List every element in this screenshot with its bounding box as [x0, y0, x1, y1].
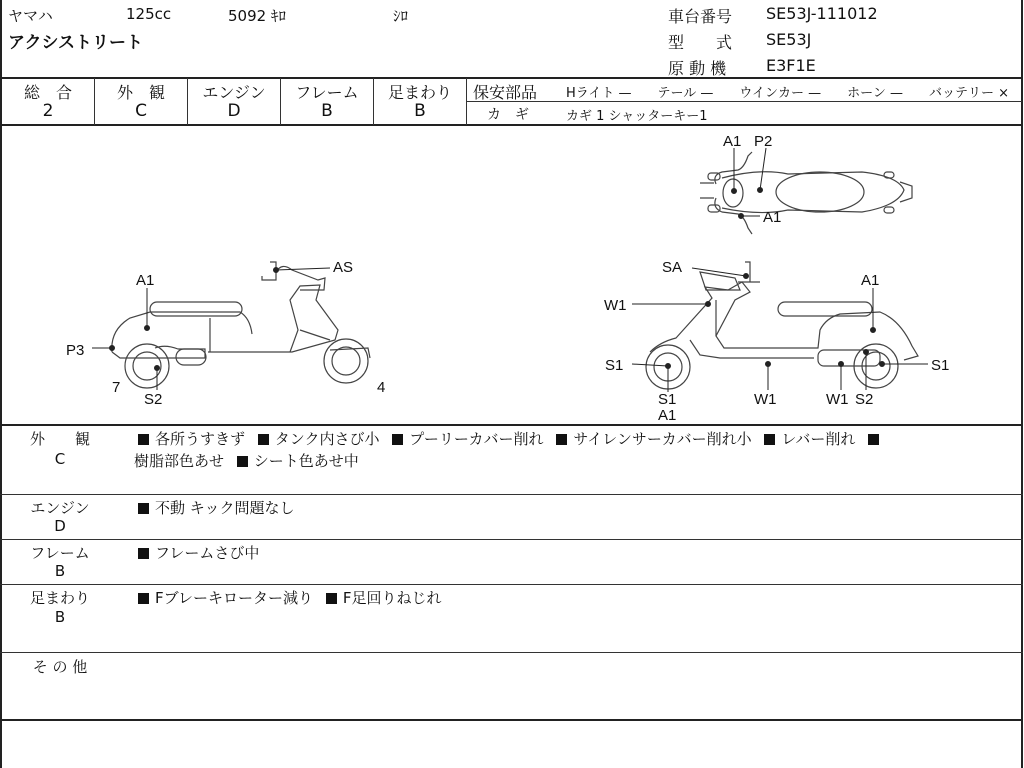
diagram-label: A1	[763, 209, 782, 226]
note-frame-label: フレーム	[30, 544, 90, 562]
note-suspension-grade: B	[54, 608, 66, 626]
exterior-grade-label: 外 観	[116, 83, 165, 102]
diagram-label: S1	[658, 391, 677, 408]
overall-label: 総 合	[23, 83, 72, 102]
note-engine-line	[138, 497, 302, 518]
note-frame-grade: B	[54, 562, 66, 580]
note-item: シート色あせ中	[253, 452, 359, 470]
note-suspension-line	[138, 587, 449, 608]
note-item: F足回りねじれ	[342, 589, 442, 607]
key-label: カ ギ	[487, 107, 529, 123]
diagram-label: S2	[855, 391, 874, 408]
note-item: 不動 キック問題なし	[155, 499, 295, 517]
diagram-label: 7	[112, 379, 121, 396]
chassis-value: SE53J-111012	[766, 4, 878, 23]
engine-grade-label: エンジン	[202, 83, 266, 102]
model-name: アクシストリート	[8, 33, 143, 53]
note-exterior-label: 外 観	[29, 430, 90, 448]
notes-top-line	[0, 424, 1023, 426]
notes-divider	[0, 494, 1023, 495]
diagram-label: A1	[136, 272, 155, 289]
safety-items: Hライト — テール — ウインカー — ホーン — バッテリー ×	[566, 86, 1010, 101]
damage-labels	[66, 133, 949, 424]
diagram-label: W1	[604, 297, 627, 314]
note-engine-label: エンジン	[30, 499, 90, 517]
diagram-label: A1	[861, 272, 880, 289]
note-item: レバー削れ	[781, 430, 856, 448]
note-exterior-grade: C	[54, 450, 66, 468]
note-item: 各所うすきず	[155, 430, 246, 448]
diagram-label: S1	[605, 357, 624, 374]
suspension-grade-label: 足まわり	[387, 83, 452, 102]
displacement: 125cc	[126, 5, 172, 23]
suspension-grade-value: B	[414, 101, 426, 121]
note-engine-grade: D	[54, 517, 66, 535]
color: ｼﾛ	[393, 7, 409, 25]
notes-divider	[0, 652, 1023, 653]
frame-grade-value: B	[321, 101, 333, 121]
chassis-label: 車台番号	[668, 7, 733, 26]
diagram-label: P3	[66, 342, 85, 359]
note-other-label: そ の 他	[32, 658, 88, 676]
type-value: SE53J	[766, 30, 812, 49]
engine-model-label: 原 動 機	[668, 59, 727, 78]
diagram-label: W1	[754, 391, 777, 408]
engine-model-value: E3F1E	[766, 56, 816, 75]
note-suspension-label: 足まわり	[29, 589, 90, 607]
note-frame-line	[138, 542, 267, 563]
frame-grade-label: フレーム	[295, 83, 359, 102]
note-item: Fブレーキローター減り	[155, 589, 314, 607]
exterior-grade-value: C	[135, 101, 147, 121]
diagram-label: A1	[658, 407, 677, 424]
mileage: 5092 ｷﾛ	[228, 7, 286, 25]
note-exterior-line1	[138, 428, 885, 449]
diagram-label: A1	[723, 133, 742, 150]
overall-value: 2	[42, 101, 54, 121]
diagram-label: AS	[333, 259, 354, 276]
note-item: 樹脂部色あせ	[134, 452, 225, 470]
diagram-label: S1	[931, 357, 950, 374]
note-item: プーリーカバー削れ	[409, 430, 544, 448]
notes-divider	[0, 584, 1023, 585]
note-item: フレームさび中	[155, 544, 260, 562]
maker: ヤマハ	[8, 7, 53, 25]
diagram-label: P2	[754, 133, 773, 150]
diagram-label: SA	[662, 259, 683, 276]
key-value: カギ 1 シャッターキー1	[566, 109, 708, 124]
safety-label: 保安部品	[473, 83, 538, 102]
engine-grade-value: D	[227, 101, 241, 121]
diagram-label: W1	[826, 391, 849, 408]
type-label: 型 式	[668, 33, 733, 52]
notes-divider	[0, 539, 1023, 540]
note-exterior-line2	[134, 450, 367, 471]
diagram-label: 4	[377, 379, 386, 396]
notes-bottom-line	[0, 719, 1023, 721]
diagram-label: S2	[144, 391, 163, 408]
note-item: タンク内さび小	[274, 430, 380, 448]
note-item: サイレンサーカバー削れ小	[573, 430, 752, 448]
